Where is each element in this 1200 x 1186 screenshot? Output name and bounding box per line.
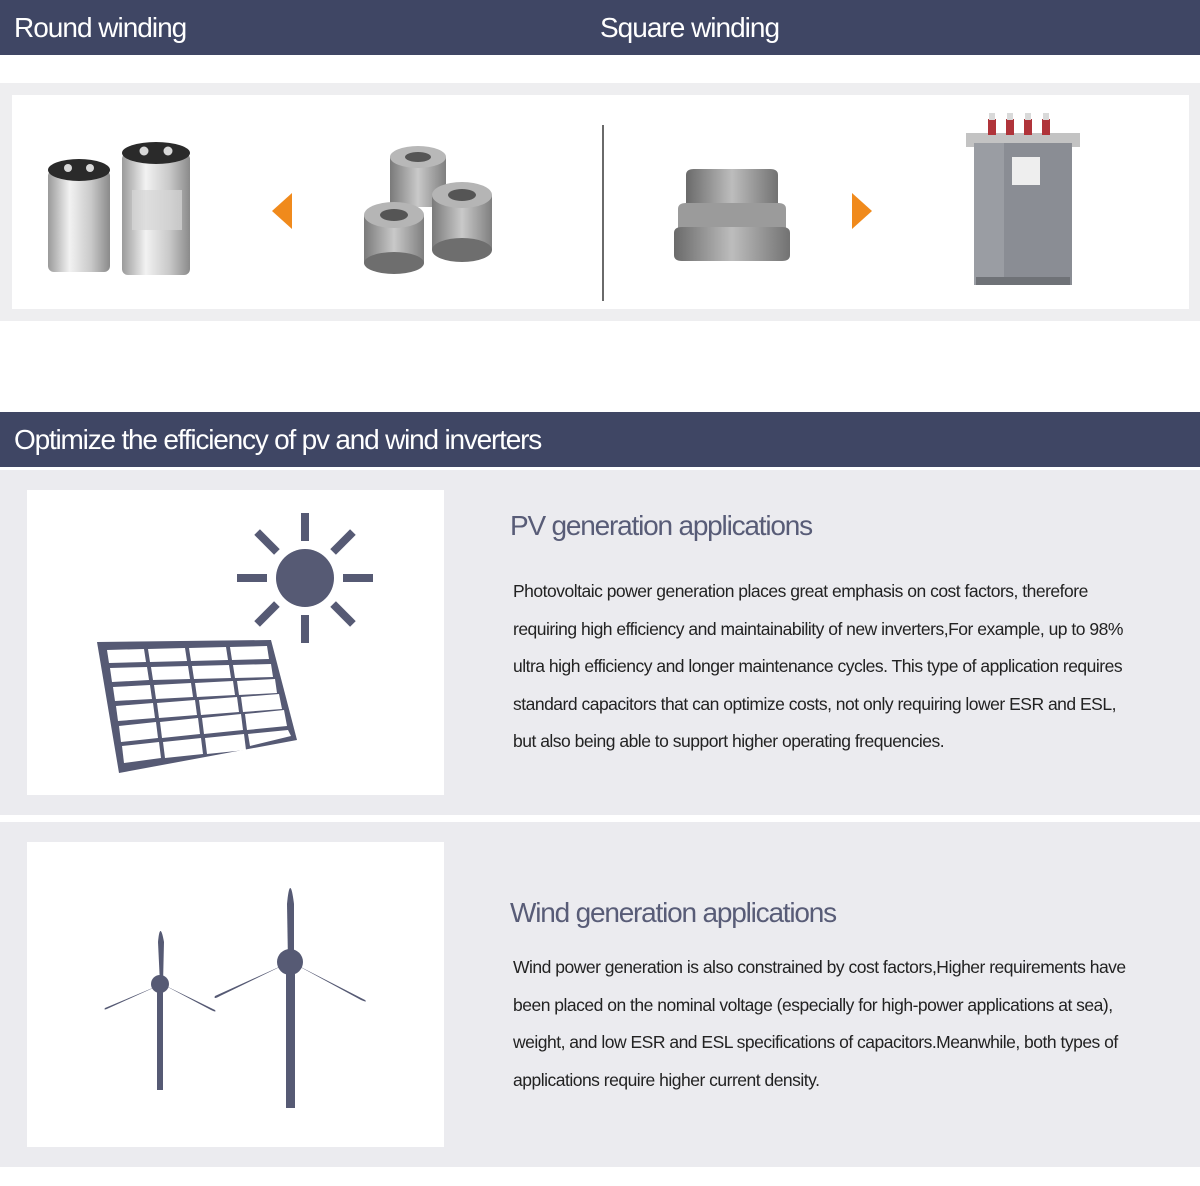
solar-panel-icon bbox=[27, 490, 444, 795]
box-capacitor-image bbox=[962, 113, 1087, 289]
round-winding-elements-image bbox=[362, 145, 497, 275]
arrow-left-icon bbox=[272, 193, 294, 229]
round-capacitors-image bbox=[42, 135, 202, 285]
winding-comparison-panel bbox=[0, 83, 1200, 321]
pv-description: Photovoltaic power generation places great emphasis on cost factors, therefore requiring high efficiency and maintainability of new inverters,For example, up to 98% ultra high efficiency and longer maintenance cycles. This type of application requires standard capacitors that can optimize costs, not only requiring lower ESR and ESL, but also being able to support higher operating frequencies. bbox=[513, 581, 1123, 752]
section-title: Optimize the efficiency of pv and wind inverters bbox=[14, 424, 542, 455]
section-header bbox=[0, 412, 1200, 467]
square-winding-title: Square winding bbox=[600, 12, 780, 43]
wind-description: Wind power generation is also constrained by cost factors,Higher requirements have been placed on the nominal voltage (especially for high-power applications at sea), weight, and low ESR and ESL specifications of capacitors.Meanwhile, both types of applications require higher current density. bbox=[513, 957, 1126, 1090]
wind-title: Wind generation applications bbox=[510, 897, 836, 928]
arrow-right-icon bbox=[852, 193, 874, 229]
winding-divider bbox=[602, 125, 604, 301]
pv-icon-box bbox=[27, 490, 444, 795]
wind-turbine-icon bbox=[27, 842, 444, 1147]
wind-application-panel bbox=[0, 822, 1200, 1167]
wind-icon-box bbox=[27, 842, 444, 1147]
sun-icon bbox=[237, 513, 373, 643]
square-winding-element-image bbox=[672, 167, 792, 263]
round-winding-title: Round winding bbox=[14, 12, 187, 43]
pv-application-panel bbox=[0, 470, 1200, 815]
winding-header bbox=[0, 0, 1200, 55]
pv-title: PV generation applications bbox=[510, 510, 812, 541]
winding-comparison-inner bbox=[12, 95, 1189, 309]
